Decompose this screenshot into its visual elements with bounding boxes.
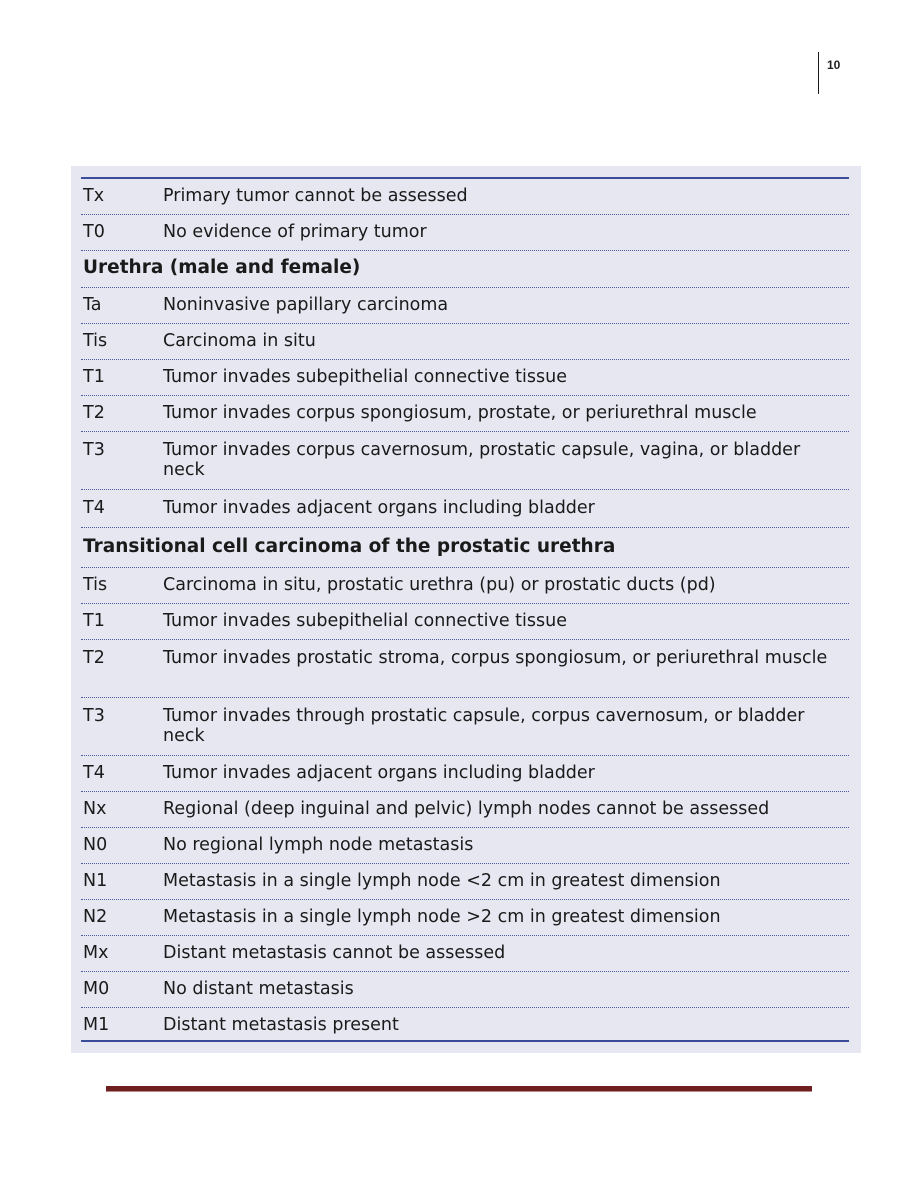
table-body xyxy=(81,179,849,1042)
stage-description: Regional (deep inguinal and pelvic) lymph nodes cannot be assessed xyxy=(163,799,770,819)
stage-description: Tumor invades adjacent organs including bladder xyxy=(163,763,595,783)
table-row xyxy=(81,1008,849,1042)
table-row xyxy=(81,900,849,936)
stage-description: Tumor invades corpus cavernosum, prostatic capsule, vagina, or bladder neck xyxy=(163,440,801,480)
stage-description: Distant metastasis cannot be assessed xyxy=(163,943,506,963)
stage-code: T2 xyxy=(83,403,105,423)
stage-description: Tumor invades adjacent organs including bladder xyxy=(163,498,595,518)
stage-code: T0 xyxy=(83,222,105,242)
table-row xyxy=(81,756,849,792)
table-section-header xyxy=(81,251,849,288)
page-number-rule xyxy=(818,52,819,94)
table-row xyxy=(81,396,849,432)
stage-description: No regional lymph node metastasis xyxy=(163,835,474,855)
table-row xyxy=(81,215,849,251)
stage-code: T4 xyxy=(83,763,105,783)
stage-description: Distant metastasis present xyxy=(163,1015,399,1035)
stage-description: No distant metastasis xyxy=(163,979,354,999)
stage-code: T1 xyxy=(83,367,105,387)
stage-description: Tumor invades subepithelial connective tissue xyxy=(163,611,567,631)
table-row xyxy=(81,324,849,360)
stage-code: Mx xyxy=(83,943,109,963)
stage-description: Metastasis in a single lymph node <2 cm in greatest dimension xyxy=(163,871,721,891)
stage-code: Ta xyxy=(83,295,102,315)
stage-description: Tumor invades through prostatic capsule, corpus cavernosum, or bladder neck xyxy=(163,706,805,746)
stage-code: Nx xyxy=(83,799,107,819)
table-row xyxy=(81,972,849,1008)
stage-description: Noninvasive papillary carcinoma xyxy=(163,295,449,315)
stage-code: Tis xyxy=(83,575,108,595)
stage-description: No evidence of primary tumor xyxy=(163,222,427,242)
stage-code: Tx xyxy=(83,186,105,206)
stage-code: N0 xyxy=(83,835,108,855)
stage-code: T4 xyxy=(83,498,105,518)
table-row xyxy=(81,698,849,756)
table-row xyxy=(81,568,849,604)
tnm-staging-table xyxy=(71,166,861,1053)
stage-code: Tis xyxy=(83,331,108,351)
stage-code: N2 xyxy=(83,907,108,927)
stage-description: Carcinoma in situ xyxy=(163,331,316,351)
stage-description: Tumor invades corpus spongiosum, prostate, or periurethral muscle xyxy=(163,403,757,423)
section-title: Transitional cell carcinoma of the prostatic urethra xyxy=(83,536,616,557)
stage-description: Carcinoma in situ, prostatic urethra (pu) or prostatic ducts (pd) xyxy=(163,575,716,595)
table-row xyxy=(81,640,849,698)
stage-description: Tumor invades subepithelial connective tissue xyxy=(163,367,567,387)
table-row xyxy=(81,936,849,972)
table-row xyxy=(81,864,849,900)
table-row xyxy=(81,288,849,324)
stage-code: T1 xyxy=(83,611,105,631)
table-row xyxy=(81,604,849,640)
page-number: 10 xyxy=(827,58,841,72)
stage-code: T3 xyxy=(83,706,105,726)
stage-code: M0 xyxy=(83,979,110,999)
table-row xyxy=(81,432,849,490)
stage-description: Metastasis in a single lymph node >2 cm in greatest dimension xyxy=(163,907,721,927)
stage-description: Tumor invades prostatic stroma, corpus spongiosum, or periurethral muscle xyxy=(163,648,828,668)
footer-divider xyxy=(106,1086,812,1092)
table-row xyxy=(81,828,849,864)
stage-code: T3 xyxy=(83,440,105,460)
table-row xyxy=(81,179,849,215)
table-row xyxy=(81,792,849,828)
section-title: Urethra (male and female) xyxy=(83,257,361,278)
table-row xyxy=(81,490,849,528)
stage-code: T2 xyxy=(83,648,105,668)
stage-code: M1 xyxy=(83,1015,110,1035)
stage-code: N1 xyxy=(83,871,108,891)
table-section-header xyxy=(81,528,849,568)
stage-description: Primary tumor cannot be assessed xyxy=(163,186,468,206)
table-row xyxy=(81,360,849,396)
